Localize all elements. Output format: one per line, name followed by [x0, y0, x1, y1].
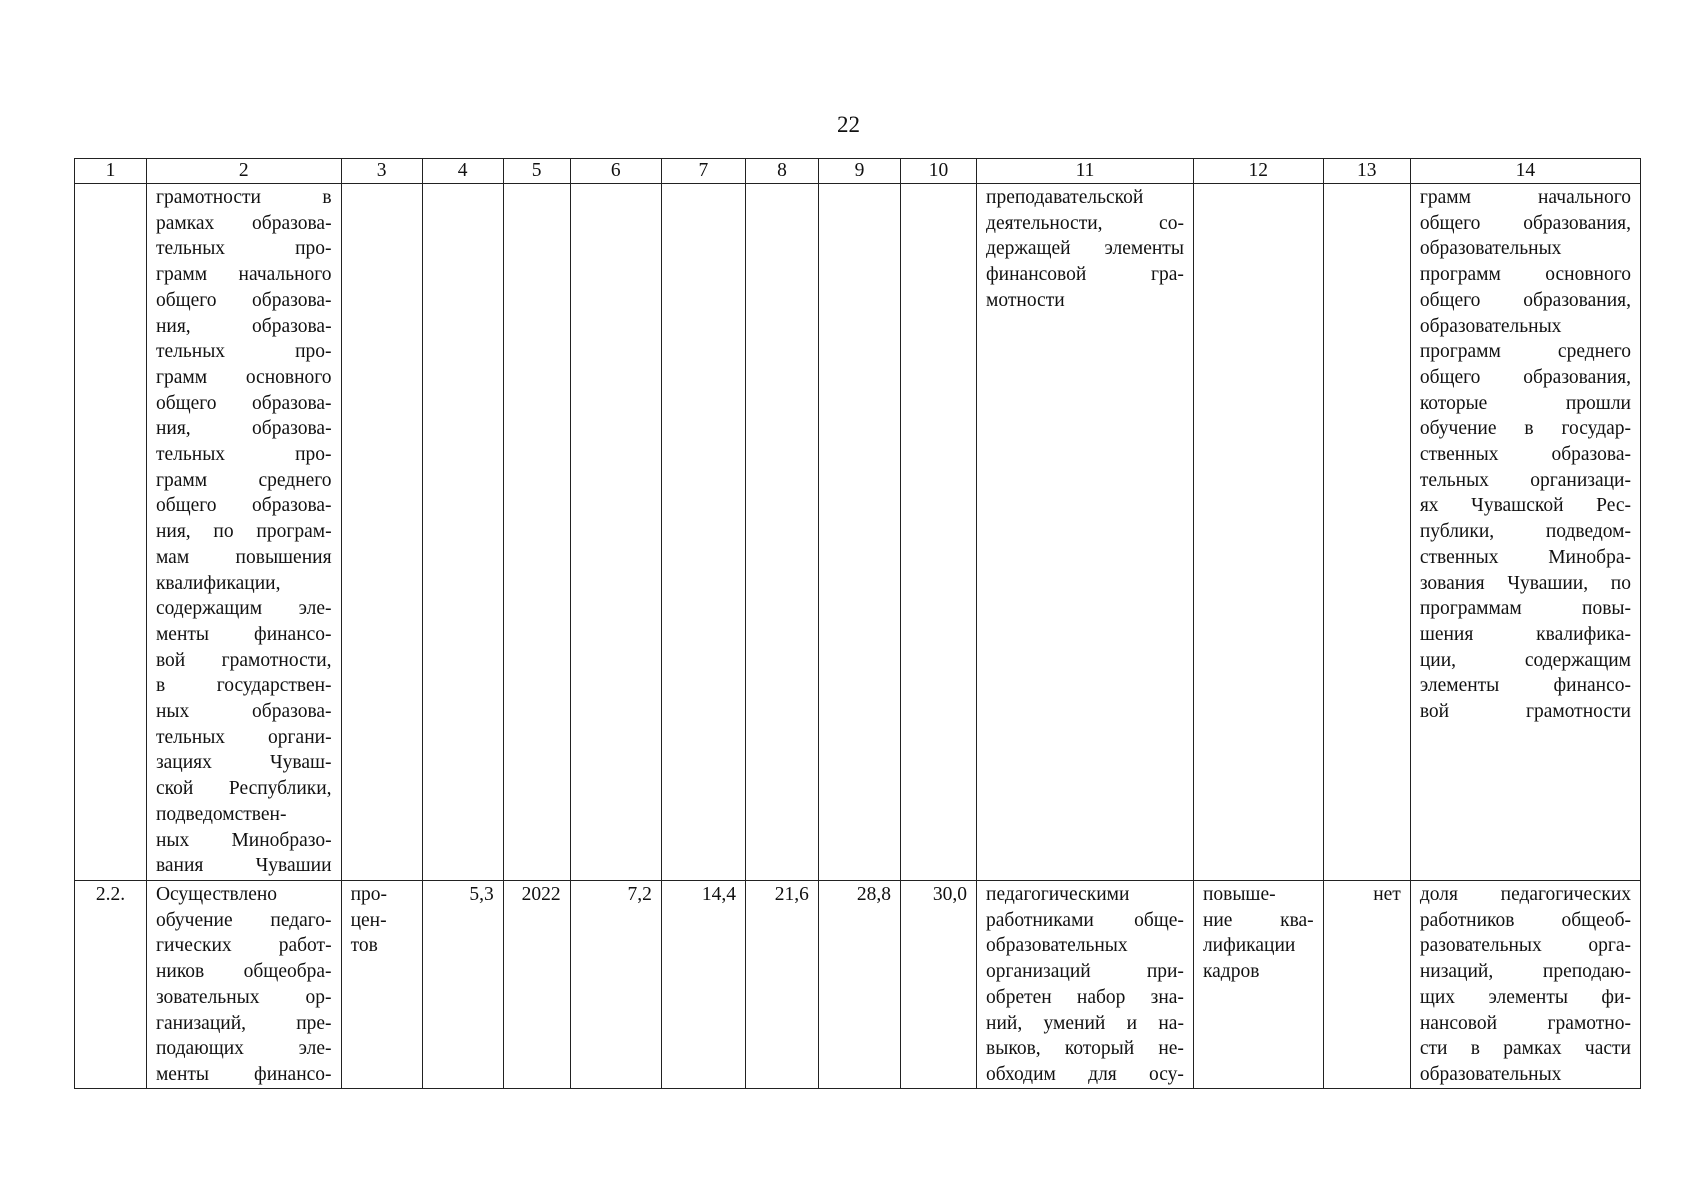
cell-number: 2.2.	[75, 881, 147, 1089]
cell-indicator-text	[146, 184, 341, 881]
text-line: гических работ-	[155, 935, 332, 957]
text-line: образовательных	[1419, 1063, 1562, 1085]
text-line: программ основного	[1419, 264, 1631, 286]
text-line: общего образова-	[155, 495, 332, 517]
text-line: подающих эле-	[155, 1038, 332, 1060]
text-line: которые прошли	[1419, 392, 1631, 414]
cell-result-text	[977, 881, 1194, 1089]
text-line: обретен набор зна-	[986, 986, 1184, 1008]
cell-value	[570, 184, 661, 881]
text-line: грамотности в	[155, 187, 332, 208]
text-line: программам повы-	[1419, 598, 1631, 620]
text-line: обучение в государ-	[1419, 418, 1631, 440]
text-line: грамм начального	[1419, 187, 1631, 208]
text-line: работниками обще-	[986, 909, 1184, 931]
cell-value: 21,6	[745, 881, 818, 1089]
text-line: ния, образова-	[155, 418, 332, 440]
text-line: программ среднего	[1419, 341, 1631, 363]
column-number: 9	[818, 159, 900, 184]
cell-value	[503, 184, 570, 881]
text-line: тельных органи-	[155, 726, 332, 748]
cell-result-text	[977, 184, 1194, 881]
text-line: ния, образова-	[155, 315, 332, 337]
cell-task	[1193, 881, 1323, 1089]
text-line: сти в рамках части	[1419, 1038, 1631, 1060]
column-number: 5	[503, 159, 570, 184]
column-number: 3	[341, 159, 422, 184]
text-line: низаций, преподаю-	[1419, 961, 1631, 983]
indicators-table	[74, 158, 1641, 1089]
text-line: менты финансо-	[155, 1063, 332, 1085]
text-line: в государствен-	[155, 675, 332, 697]
text-line: элементы финансо-	[1419, 675, 1631, 697]
text-line: тельных про-	[155, 341, 332, 363]
text-line: ние ква-	[1202, 909, 1314, 931]
text-line: вания Чувашии	[155, 855, 332, 877]
cell-value: 5,3	[422, 881, 503, 1089]
text-line: подведомствен-	[155, 803, 287, 825]
cell-description-text	[1410, 184, 1640, 881]
text-line: Осуществлено	[155, 884, 278, 905]
text-line: публики, подведом-	[1419, 521, 1631, 543]
text-line: общего образования,	[1419, 212, 1631, 234]
text-line: шения квалифика-	[1419, 623, 1631, 645]
cell-description-text	[1410, 881, 1640, 1089]
text-line: грамм начального	[155, 264, 332, 286]
text-line: общего образова-	[155, 289, 332, 311]
text-line: рамках образова-	[155, 212, 332, 234]
text-line: ния, по програм-	[155, 521, 332, 543]
text-line: доля педагогических	[1419, 884, 1631, 905]
text-line: зациях Чуваш-	[155, 752, 332, 774]
text-line: повыше-	[1202, 884, 1276, 905]
text-line: содержащим эле-	[155, 598, 332, 620]
table-row	[75, 184, 1641, 881]
text-line: тельных организаци-	[1419, 469, 1631, 491]
text-line: образовательных	[1419, 315, 1562, 337]
text-line: щих элементы фи-	[1419, 986, 1631, 1008]
column-number: 7	[661, 159, 745, 184]
cell-value: 28,8	[818, 881, 900, 1089]
column-number: 12	[1193, 159, 1323, 184]
cell-value	[422, 184, 503, 881]
column-number: 2	[146, 159, 341, 184]
text-line: вой грамотности	[1419, 701, 1631, 723]
text-line: ции, содержащим	[1419, 649, 1631, 671]
column-number: 4	[422, 159, 503, 184]
text-line: организаций при-	[986, 961, 1184, 983]
text-line: ственных Минобра-	[1419, 546, 1631, 568]
text-line: грамм основного	[155, 366, 332, 388]
text-line: деятельности, со-	[986, 212, 1184, 234]
text-line: ской Республики,	[155, 778, 332, 800]
cell-value	[818, 184, 900, 881]
text-line: грамм среднего	[155, 469, 332, 491]
cell-value: 30,0	[901, 881, 977, 1089]
text-line: держащей элементы	[986, 238, 1184, 260]
text-line: выков, который не-	[986, 1038, 1184, 1060]
text-line: разовательных орга-	[1419, 935, 1631, 957]
column-number: 10	[901, 159, 977, 184]
text-line: мам повышения	[155, 546, 332, 568]
text-line: ганизаций, пре-	[155, 1012, 332, 1034]
text-line: общего образова-	[155, 392, 332, 414]
text-line: тов	[350, 935, 378, 957]
cell-unit	[341, 881, 422, 1089]
cell-value	[745, 184, 818, 881]
cell-value: 14,4	[661, 881, 745, 1089]
text-line: тельных про-	[155, 444, 332, 466]
text-line: про-	[350, 884, 387, 905]
column-number: 8	[745, 159, 818, 184]
text-line: тельных про-	[155, 238, 332, 260]
text-line: лификации	[1202, 935, 1296, 957]
column-number: 14	[1410, 159, 1640, 184]
cell-unit	[341, 184, 422, 881]
text-line: менты финансо-	[155, 623, 332, 645]
cell-task	[1193, 184, 1323, 881]
text-line: общего образования,	[1419, 366, 1631, 388]
text-line: вой грамотности,	[155, 649, 332, 671]
text-line: финансовой гра-	[986, 264, 1184, 286]
column-number-row	[75, 159, 1641, 184]
text-line: ний, умений и на-	[986, 1012, 1184, 1034]
cell-flag	[1323, 184, 1410, 881]
text-line: обходим для осу-	[986, 1063, 1184, 1085]
table-row	[75, 881, 1641, 1089]
column-number: 1	[75, 159, 147, 184]
cell-number	[75, 184, 147, 881]
text-line: преподавательской	[986, 187, 1144, 208]
text-line: образовательных	[986, 935, 1128, 957]
text-line: цен-	[350, 909, 387, 931]
page-number: 22	[837, 112, 860, 137]
text-line: общего образования,	[1419, 289, 1631, 311]
cell-indicator-text	[146, 881, 341, 1089]
text-line: образовательных	[1419, 238, 1562, 260]
text-line: зования Чувашии, по	[1419, 572, 1631, 594]
text-line: зовательных ор-	[155, 986, 332, 1008]
text-line: педагогическими	[986, 884, 1130, 905]
column-number: 11	[977, 159, 1194, 184]
column-number: 13	[1323, 159, 1410, 184]
text-line: мотности	[986, 289, 1065, 311]
column-number: 6	[570, 159, 661, 184]
text-line: нансовой грамотно-	[1419, 1012, 1631, 1034]
cell-value	[901, 184, 977, 881]
cell-value: 7,2	[570, 881, 661, 1089]
text-line: обучение педаго-	[155, 909, 332, 931]
text-line: работников общеоб-	[1419, 909, 1631, 931]
text-line: ях Чувашской Рес-	[1419, 495, 1631, 517]
cell-value	[661, 184, 745, 881]
text-line: квалификации,	[155, 572, 281, 594]
text-line: кадров	[1202, 961, 1260, 983]
text-line: ных образова-	[155, 701, 332, 723]
text-line: ных Минобразо-	[155, 829, 332, 851]
text-line: ников общеобра-	[155, 961, 332, 983]
text-line: ственных образова-	[1419, 444, 1631, 466]
cell-year: 2022	[503, 881, 570, 1089]
cell-flag: нет	[1323, 881, 1410, 1089]
